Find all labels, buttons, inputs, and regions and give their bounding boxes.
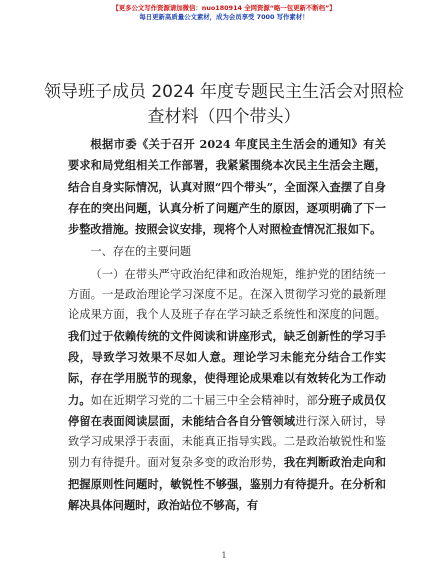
promo-banner (0, 4, 448, 22)
section-heading: 一、存在的主要问题 (90, 245, 192, 259)
promo-banner-line2: 每日更新高质量公文素材，成为会员享受 7000 写作素材！ (139, 13, 309, 21)
document-title-line1: 领导班子成员 2024 年度专题民主生活会对照检 (43, 82, 405, 102)
page-number: 1 (221, 551, 227, 560)
body-text-3: 如在近期学习党的二十届三中全会精神时，部 (90, 393, 318, 407)
promo-banner-line1: 【更多公文写作资源请加微信：nuo180914 全网资源“略一包更新不断档”】 (112, 4, 336, 12)
body-text-5: 进行深入研讨，导致学习成果浮于表面，未能真正指导实践。二是政治敏锐性和鉴别力有待提升。面对复杂多变的政治形势， (68, 414, 386, 470)
body-text-4: 分班子成员仅停留在表面阅读层面，未能结合各自分管领域 (68, 392, 386, 428)
intro-text: 根据市委《关于召开 2024 年度民主生活会的通知》有关要求和局党组相关工作部署，我紧紧围绕本次民主生活会主题，结合自身实际情况，认真对照“四个带头”，全面深入查摆了自身存在的突出问题，认真分析了问题产生的原因，逐项明确了下一步整改措施。按照会议安排，现将个人对照检查情况 (68, 137, 386, 237)
document-body (68, 134, 386, 516)
intro-text-end: 汇报如下。 (325, 222, 382, 237)
body-text-1: （一）在带头严守政治纪律和政治规矩，维护党的团结统一方面。一是政治理论学习深度不足。在深入贯彻学习党的最新理论成果方面，我个人及班子存在学习缺乏系统性和深度的问题。 (68, 267, 386, 322)
body-paragraph (68, 265, 386, 517)
body-text-6: 我在判断政治走向和把握原则性问题时，敏锐性不够强，鉴别力有待提升。在分析和解决具体问题时，政治站位不够高，有 (68, 455, 386, 513)
body-text-2: 我们过于依赖传统的文件阅读和讲座形式，缺乏创新性的学习手段，导致学习效果不尽如人意。理论学习未能充分结合工作实际，存在学用脱节的现象，使得理论成果难以有效转化为工作动力。 (68, 328, 386, 407)
intro-paragraph (68, 134, 386, 240)
document-title-line2: 查材料（四个带头） (147, 107, 301, 127)
document-title (40, 80, 408, 130)
